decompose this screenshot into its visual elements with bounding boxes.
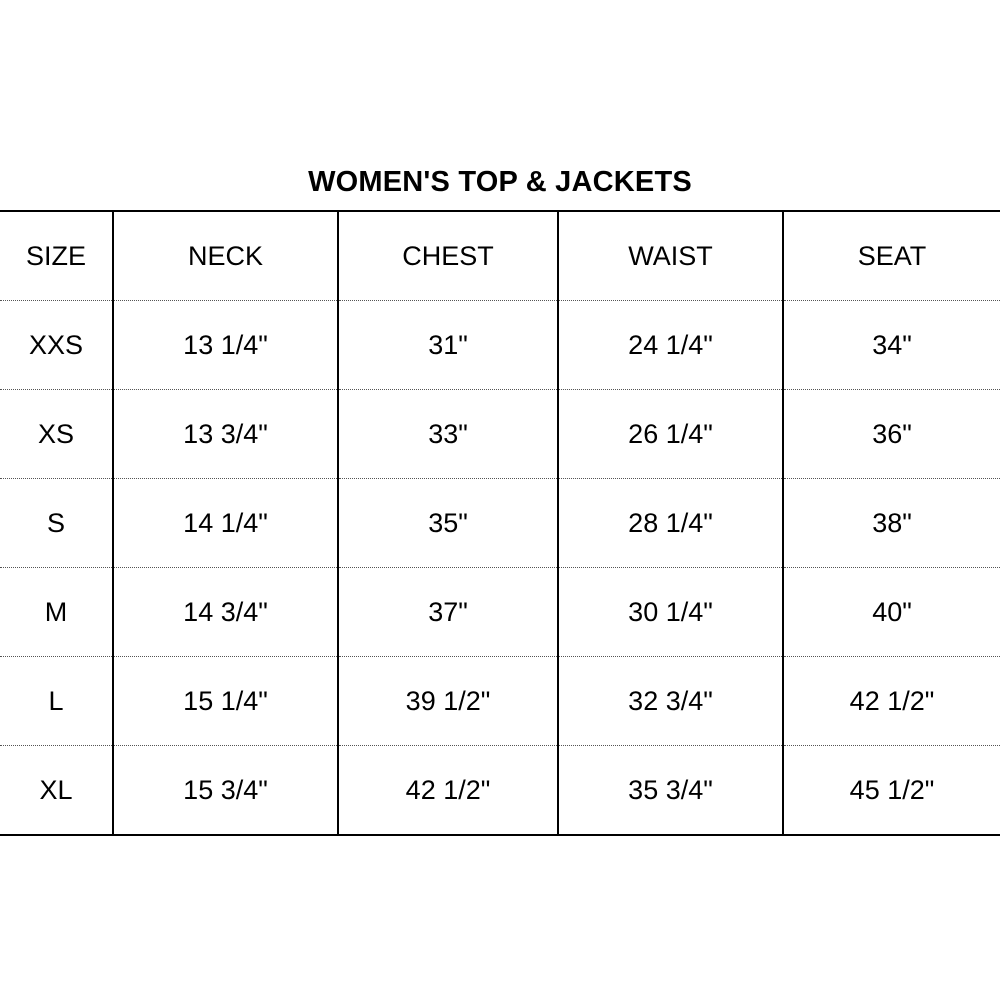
- table-row: [0, 568, 1000, 657]
- cell-waist: 28 1/4": [558, 479, 783, 568]
- column-header-size: SIZE: [0, 211, 113, 301]
- column-header-seat: SEAT: [783, 211, 1000, 301]
- table-row: [0, 746, 1000, 836]
- table-header-row: [0, 211, 1000, 301]
- cell-size: M: [0, 568, 113, 657]
- column-header-chest: CHEST: [338, 211, 558, 301]
- cell-seat: 42 1/2": [783, 657, 1000, 746]
- cell-size: XL: [0, 746, 113, 836]
- column-header-neck: NECK: [113, 211, 338, 301]
- cell-neck: 13 1/4": [113, 301, 338, 390]
- cell-neck: 15 1/4": [113, 657, 338, 746]
- cell-chest: 37": [338, 568, 558, 657]
- cell-size: XS: [0, 390, 113, 479]
- cell-seat: 36": [783, 390, 1000, 479]
- cell-chest: 31": [338, 301, 558, 390]
- size-chart-table-container: [0, 210, 1000, 836]
- cell-neck: 14 3/4": [113, 568, 338, 657]
- size-chart-table: [0, 210, 1000, 836]
- table-row: [0, 390, 1000, 479]
- table-row: [0, 301, 1000, 390]
- cell-chest: 33": [338, 390, 558, 479]
- table-row: [0, 479, 1000, 568]
- cell-neck: 14 1/4": [113, 479, 338, 568]
- cell-size: XXS: [0, 301, 113, 390]
- cell-neck: 15 3/4": [113, 746, 338, 836]
- cell-neck: 13 3/4": [113, 390, 338, 479]
- cell-chest: 35": [338, 479, 558, 568]
- table-row: [0, 657, 1000, 746]
- column-header-waist: WAIST: [558, 211, 783, 301]
- cell-chest: 42 1/2": [338, 746, 558, 836]
- cell-size: S: [0, 479, 113, 568]
- cell-waist: 24 1/4": [558, 301, 783, 390]
- page-title: WOMEN'S TOP & JACKETS: [308, 166, 692, 198]
- cell-seat: 34": [783, 301, 1000, 390]
- cell-size: L: [0, 657, 113, 746]
- cell-chest: 39 1/2": [338, 657, 558, 746]
- cell-seat: 40": [783, 568, 1000, 657]
- cell-waist: 30 1/4": [558, 568, 783, 657]
- cell-waist: 32 3/4": [558, 657, 783, 746]
- cell-seat: 45 1/2": [783, 746, 1000, 836]
- cell-waist: 35 3/4": [558, 746, 783, 836]
- cell-waist: 26 1/4": [558, 390, 783, 479]
- cell-seat: 38": [783, 479, 1000, 568]
